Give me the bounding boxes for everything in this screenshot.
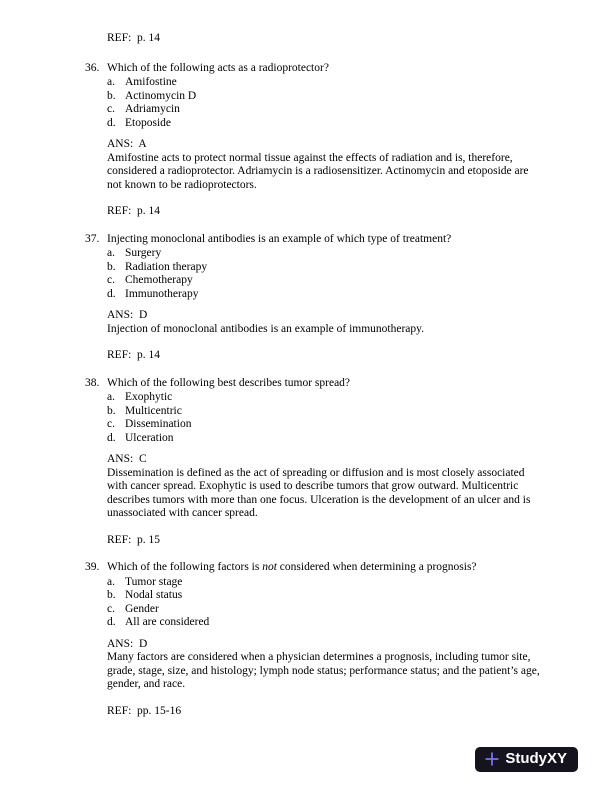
question-38 [85,377,542,548]
ref-line: REF: p. 14 [107,32,161,44]
option-d [107,616,542,630]
options-list [107,247,542,301]
option-text: Adriamycin [125,103,180,115]
option-letter: a. [107,391,115,403]
option-letter: c. [107,103,115,115]
option-text: Multicentric [125,404,182,417]
option-a [107,576,542,590]
option-letter: a. [107,575,115,588]
question-number: 37. [85,232,100,245]
option-letter: b. [107,589,116,601]
option-text: Dissemination [125,418,192,430]
answer-line: ANS: A [107,138,147,150]
option-text: Exophytic [125,391,173,403]
option-text: Surgery [125,247,162,259]
brand-badge [475,747,578,772]
option-a [107,76,542,90]
option-text: Ulceration [125,431,174,444]
ref-line: REF: p. 15 [107,533,161,546]
ref-line: REF: p. 14 [107,205,161,217]
explanation-text: Amifostine acts to protect normal tissue against the effects of radiation and is, therefore, considered a radioprotector. Adriamycin is a radiosensitizer. Actinomycin and etoposide are not known to be radioprotectors. [107,151,529,191]
options-list [107,391,542,445]
option-d [107,117,542,131]
option-text: Chemotherapy [125,274,193,286]
question-text [107,561,542,575]
option-letter: d. [107,116,116,129]
option-letter: c. [107,418,115,430]
question-text-part: considered when determining a prognosis? [276,561,477,573]
option-b [107,90,542,104]
ref-line: REF: pp. 15-16 [107,704,182,717]
answer-line: ANS: D [107,309,148,321]
option-letter: d. [107,431,116,444]
option-letter: d. [107,616,116,628]
question-36 [85,62,542,219]
option-b [107,261,542,275]
option-text: All are considered [125,616,210,628]
explanation-text: Dissemination is defined as the act of spreading or diffusion and is most closely associated with cancer spread. Exophytic is used to describe tumors that grow outward. Multicentric describes tumors with more than one focus. Ulceration is the development of an ulcer and is unassociated with cancer spread. [107,466,531,519]
option-text: Tumor stage [125,575,183,588]
option-letter: b. [107,404,116,417]
explanation-text: Injection of monoclonal antibodies is an example of immunotherapy. [107,322,425,335]
option-a [107,391,542,405]
option-text: Radiation therapy [125,260,208,273]
option-text: Immunotherapy [125,287,199,300]
option-b [107,405,542,419]
option-c [107,418,542,432]
option-letter: b. [107,260,116,273]
question-39 [85,561,542,718]
question-number: 36. [85,61,100,74]
options-list [107,76,542,130]
question-text: Injecting monoclonal antibodies is an example of which type of treatment? [107,232,452,245]
question-text-part: Which of the following factors is [107,561,263,573]
plus-icon [484,751,500,767]
question-text: Which of the following best describes tumor spread? [107,376,351,389]
option-letter: a. [107,76,115,88]
option-letter: c. [107,274,115,286]
explanation-text: Many factors are considered when a physician determines a prognosis, including tumor site, grade, stage, size, and histology; lymph node status; performance status; and the patient’s age, gender, and race. [107,651,540,690]
option-text: Nodal status [125,589,183,601]
option-d [107,288,542,302]
option-text: Gender [125,602,159,615]
option-c [107,103,542,117]
question-number: 39. [85,561,100,573]
option-text: Amifostine [125,76,177,88]
options-list [107,576,542,630]
option-c [107,274,542,288]
question-text-italic: not [262,561,277,573]
option-b [107,589,542,603]
option-text: Actinomycin D [125,89,197,102]
option-d [107,432,542,446]
option-letter: c. [107,602,115,615]
answer-line: ANS: C [107,453,147,465]
question-37 [85,233,542,363]
option-letter: a. [107,247,115,259]
question-text: Which of the following acts as a radioprotector? [107,61,329,74]
option-letter: d. [107,287,116,300]
option-c [107,603,542,617]
question-number: 38. [85,376,100,389]
ref-line: REF: p. 14 [107,349,161,361]
option-a [107,247,542,261]
option-letter: b. [107,89,116,102]
option-text: Etoposide [125,116,171,129]
brand-name: StudyXY [505,750,567,768]
answer-line: ANS: D [107,637,148,650]
